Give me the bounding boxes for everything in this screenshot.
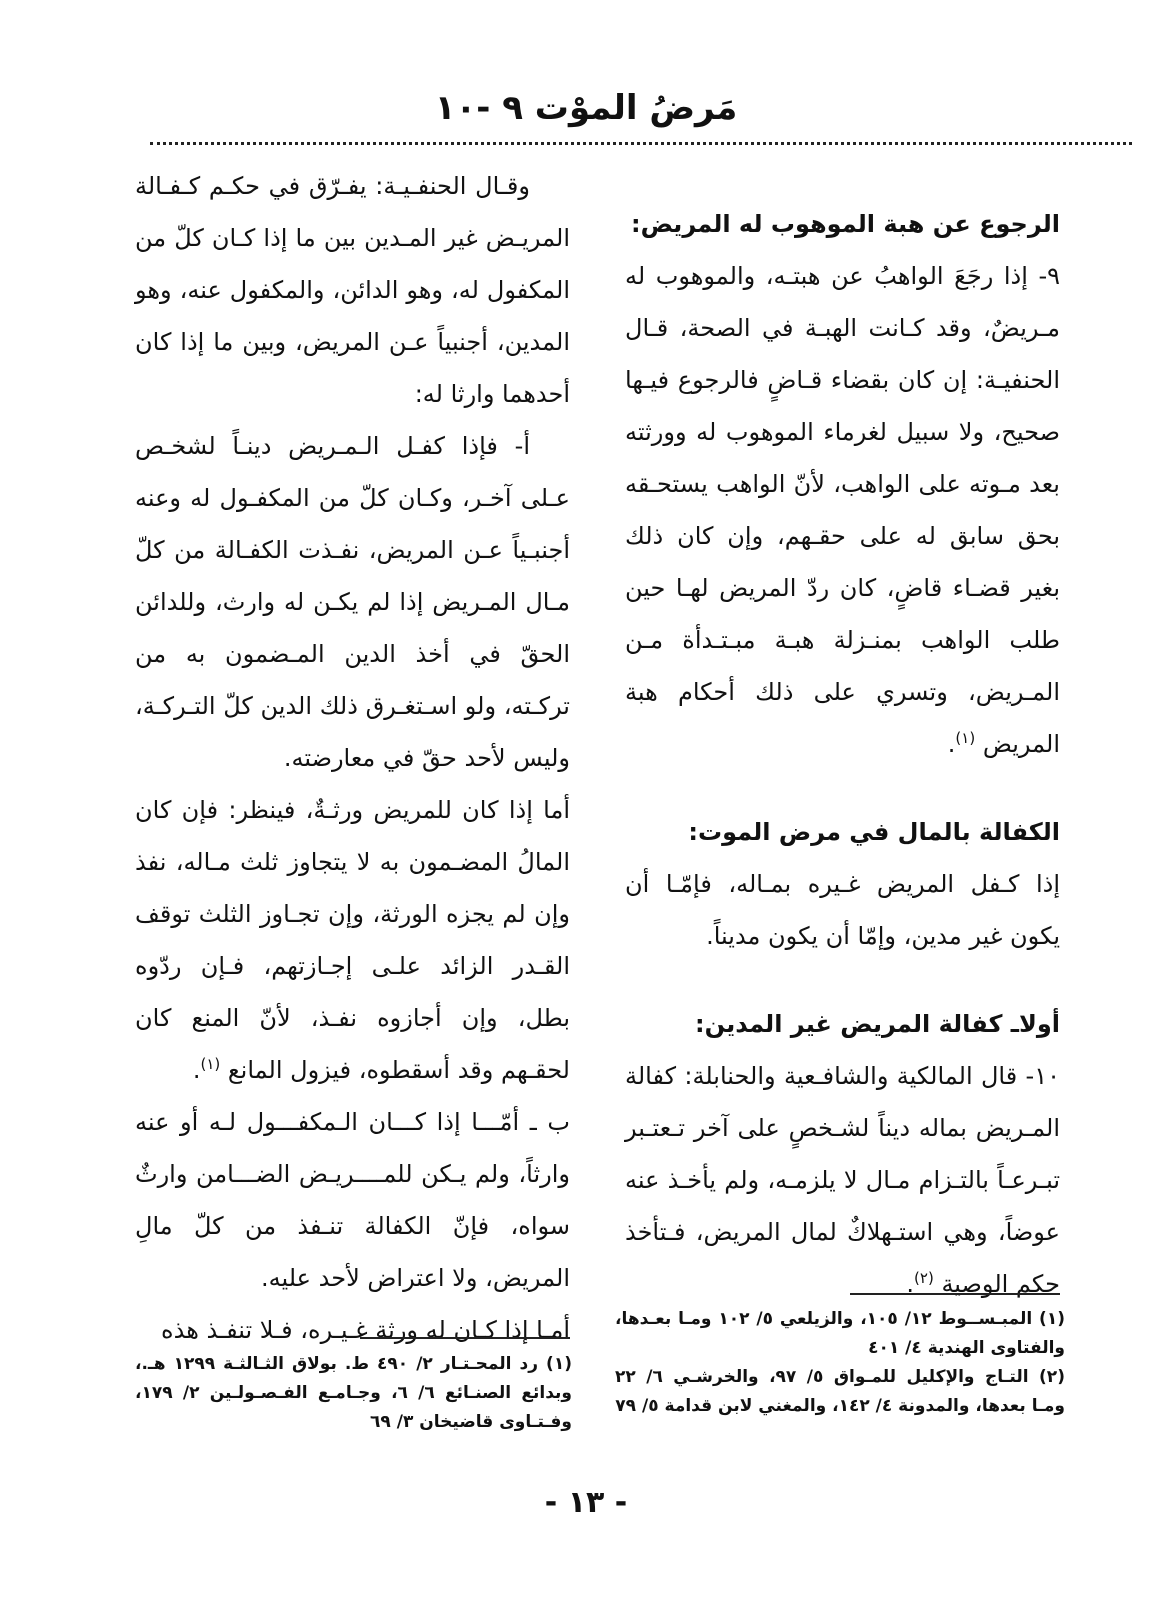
footnote-rule-left: [360, 1337, 570, 1339]
section-heading-guarantee: الكفالة بالمال في مرض الموت:: [688, 818, 1060, 846]
footnote-left-1: (١) رد المحـتـار ٢/ ٤٩٠ ط. بولاق الثـالثـة ١٢٩٩ هـ.، وبدائع الصنـائع ٦/ ٦، وجـامـع الفـصـولـين ٢/ ١٧٩، وفـتـاوى قاضيخان ٣/ ٦٩: [135, 1354, 572, 1432]
paragraph-9: ٩- إذا رجَعَ الواهبُ عن هبتـه، والموهوب له مـريضٌ، وقد كـانت الهبـة في الصحة، قـال الحنفيـة: إن كان بقضاء قـاضٍ فالرجوع فيـها صحيح، ولا سبيل لغرماء الموهوب له وورثته بعد مـوته على الواهب، لأنّ الواهب يستحـقه بحق سابق له على حقـهم، وإن كان ذلك بغير قضـاء قاضٍ، كان ردّ المريض لهـا حين طلب الواهب بمنـزلة هبـة مبـتـدأة مـن المـريض، وتسري على ذلك أحكام هبة المريض $^{(١)}$.: [625, 262, 1060, 758]
right-column: [625, 198, 1060, 1310]
paragraph-continuation: أمـا إذا كـان له ورثة غـيـره، فـلا تنفـذ هذه: [161, 1316, 570, 1344]
page-number: - ١٣ -: [544, 1485, 628, 1520]
paragraph-9-text: ٩- إذا رجَعَ الواهبُ عن هبتـه، والموهوب له مـريضٌ، وقد كـانت الهبـة في الصحة، قـال الحنفيـة: إن كان بقضاء قـاضٍ فالرجوع فيـها صحيح، ولا سبيل لغرماء الموهوب له وورثته بعد مـوته على الواهب، لأنّ الواهب يستحـقه بحق سابق له على حقـهم، وإن كان ذلك بغير قضـاء قاضٍ، كان ردّ المريض لهـا حين طلب الواهب بمنـزلة هبـة مبـتـدأة مـن المـريض، وتسري على ذلك أحكام هبة المريض: [625, 262, 1060, 758]
section-heading-non-debtor: أولاـ كفالة المريض غير المدين:: [695, 1010, 1060, 1038]
paragraph-10-text: ١٠- قال المالكية والشافـعية والحنابلة: كفالة المـريض بماله ديناً لشـخصٍ على آخر تـعتـبر تبـرعـاً بالتـزام مـال لا يلزمـه، ولم يأخـذ عنه عوضاً، وهي استـهلاكٌ لمال المريض، فـتأخذ حكم الوصية: [625, 1062, 1060, 1298]
header-dotted-rule: [150, 142, 1132, 145]
footnote-ref-left-1: (١): [200, 1055, 221, 1073]
paragraph-10: ١٠- قال المالكية والشافـعية والحنابلة: كفالة المـريض بماله ديناً لشـخصٍ على آخر تـعتـبر تبـرعـاً بالتـزام مـال لا يلزمـه، ولم يأخـذ عنه عوضاً، وهي استـهلاكٌ لمال المريض، فـتأخذ حكم الوصية $^{(٢)}$.: [625, 1062, 1060, 1298]
footnote-1: (١) المبـســوط ١٢/ ١٠٥، والزيلعي ٥/ ١٠٢ ومـا بعـدها، والفتاوى الهندية ٤/ ٤٠١: [615, 1309, 1065, 1358]
paragraph-heirs: أما إذا كان للمريض ورثـةٌ، فينظر: فإن كان المالُ المضـمون به لا يتجاوز ثلث مـاله، نفذ وإن لم يجزه الورثة، وإن تجـاوز الثلث توقف القـدر الزائد علـى إجـازتهم، فـإن ردّوه بطل، وإن أجازوه نفـذ، لأنّ المنع كان لحقـهم وقد أسقطوه، فيزول المانع $^{(١)}$.: [135, 796, 570, 1084]
paragraph-guarantee-intro: إذا كـفل المريض غـيره بمـاله، فإمّـا أن يكون غير مدين، وإمّا أن يكون مديناً.: [625, 870, 1060, 950]
running-header: مَرضُ الموْت ٩ -١٠: [434, 88, 738, 128]
footnote-rule-right: [850, 1293, 1060, 1295]
left-column: [135, 160, 570, 1356]
section-heading-gift-revocation: الرجوع عن هبة الموهوب له المريض:: [630, 210, 1060, 238]
footnote-ref-2: (٢): [914, 1269, 934, 1287]
footnote-ref-1: (١): [955, 729, 976, 747]
footnote-2: (٢) التـاج والإكليل للمـواق ٥/ ٩٧، والخرشـي ٦/ ٢٢ ومـا بعدها، والمدونة ٤/ ١٤٢، والمغني لابن قدامة ٥/ ٧٩: [615, 1367, 1065, 1416]
footnotes-right: [615, 1305, 1065, 1421]
paragraph-hanafi: وقـال الحنفـيـة: يفـرّق في حكـم كـفـالة المريـض غير المـدين بين ما إذا كـان كلّ من المكفول له، وهو الدائن، والمكفول عنه، وهو المدين، أجنبياً عـن المريض، وبين ما إذا كان أحدهما وارثا له:: [135, 172, 570, 408]
footnotes-left: [135, 1350, 572, 1437]
paragraph-b: ب ـ أمّـــا إذا كـــان الـمكفـــول لـه أو عنه وارثاً، ولم يـكن للمــــريـض الضـــامن وارثٌ سواه، فإنّ الكفالة تنـفذ من كلّ مالِ المريض، ولا اعتراض لأحد عليه.: [135, 1108, 570, 1292]
paragraph-heirs-text: أما إذا كان للمريض ورثـةٌ، فينظر: فإن كان المالُ المضـمون به لا يتجاوز ثلث مـاله، نفذ وإن لم يجزه الورثة، وإن تجـاوز الثلث توقف القـدر الزائد علـى إجـازتهم، فـإن ردّوه بطل، وإن أجازوه نفـذ، لأنّ المنع كان لحقـهم وقد أسقطوه، فيزول المانع: [135, 796, 570, 1084]
paragraph-a: أ- فإذا كفـل الـمـريض دينـاً لشخـص عـلى آخـر، وكـان كلّ من المكفـول له وعنه أجنبـياً عـن المريض، نفـذت الكفـالة من كلّ مـال المـريض إذا لم يكـن له وارث، وللدائن الحقّ في أخذ الدين المـضمون به من تركـته، ولو اسـتغـرق ذلك الدين كلّ التـركـة، وليس لأحد حقّ في معارضته.: [135, 432, 570, 772]
